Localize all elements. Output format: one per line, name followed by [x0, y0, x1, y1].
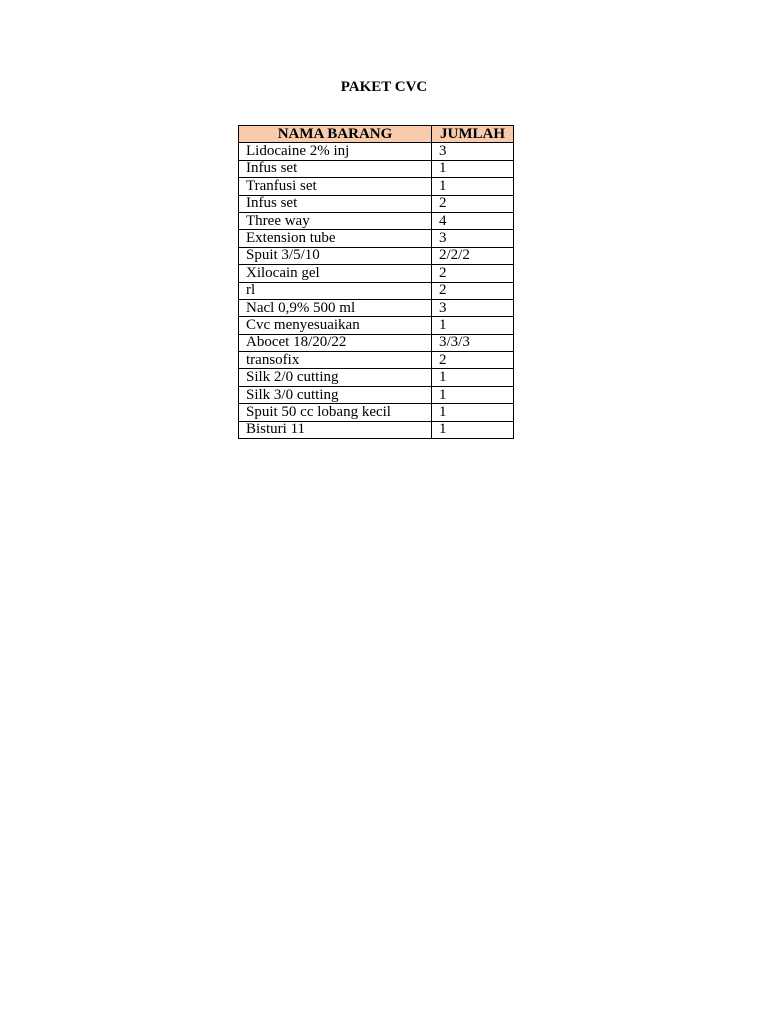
item-name-cell: Infus set — [239, 160, 432, 177]
item-name-cell: Spuit 50 cc lobang kecil — [239, 404, 432, 421]
item-qty-cell: 3 — [432, 230, 514, 247]
item-qty-cell: 3 — [432, 299, 514, 316]
item-name-cell: Abocet 18/20/22 — [239, 334, 432, 351]
item-qty-cell: 3 — [432, 143, 514, 160]
item-name-cell: Extension tube — [239, 230, 432, 247]
item-qty-cell: 1 — [432, 178, 514, 195]
table-row — [239, 317, 514, 334]
item-name-cell: Spuit 3/5/10 — [239, 247, 432, 264]
item-name-cell: Silk 2/0 cutting — [239, 369, 432, 386]
item-qty-cell: 2 — [432, 195, 514, 212]
item-name-cell: Infus set — [239, 195, 432, 212]
table-row — [239, 386, 514, 403]
table-row — [239, 195, 514, 212]
item-qty-cell: 1 — [432, 386, 514, 403]
table-row — [239, 247, 514, 264]
item-qty-cell: 2 — [432, 352, 514, 369]
table-row — [239, 282, 514, 299]
item-qty-cell: 1 — [432, 404, 514, 421]
item-name-cell: Xilocain gel — [239, 265, 432, 282]
item-qty-cell: 2 — [432, 265, 514, 282]
column-header-nama-barang: NAMA BARANG — [239, 126, 432, 143]
item-qty-cell: 1 — [432, 317, 514, 334]
item-name-cell: Three way — [239, 212, 432, 229]
items-table — [238, 125, 514, 439]
item-name-cell: transofix — [239, 352, 432, 369]
item-qty-cell: 1 — [432, 421, 514, 438]
table-row — [239, 160, 514, 177]
item-qty-cell: 1 — [432, 369, 514, 386]
table-row — [239, 421, 514, 438]
table-row — [239, 404, 514, 421]
table-header-row — [239, 126, 514, 143]
item-qty-cell: 2/2/2 — [432, 247, 514, 264]
table-row — [239, 230, 514, 247]
item-qty-cell: 2 — [432, 282, 514, 299]
item-name-cell: Silk 3/0 cutting — [239, 386, 432, 403]
table-row — [239, 334, 514, 351]
table-row — [239, 212, 514, 229]
item-name-cell: Bisturi 11 — [239, 421, 432, 438]
document-title: PAKET CVC — [340, 79, 428, 95]
table-row — [239, 299, 514, 316]
column-header-jumlah: JUMLAH — [432, 126, 514, 143]
item-name-cell: Nacl 0,9% 500 ml — [239, 299, 432, 316]
item-name-cell: Tranfusi set — [239, 178, 432, 195]
table-row — [239, 178, 514, 195]
item-name-cell: rl — [239, 282, 432, 299]
table-row — [239, 369, 514, 386]
table-row — [239, 143, 514, 160]
item-qty-cell: 3/3/3 — [432, 334, 514, 351]
item-qty-cell: 1 — [432, 160, 514, 177]
item-name-cell: Cvc menyesuaikan — [239, 317, 432, 334]
item-name-cell: Lidocaine 2% inj — [239, 143, 432, 160]
table-row — [239, 352, 514, 369]
item-qty-cell: 4 — [432, 212, 514, 229]
table-row — [239, 265, 514, 282]
